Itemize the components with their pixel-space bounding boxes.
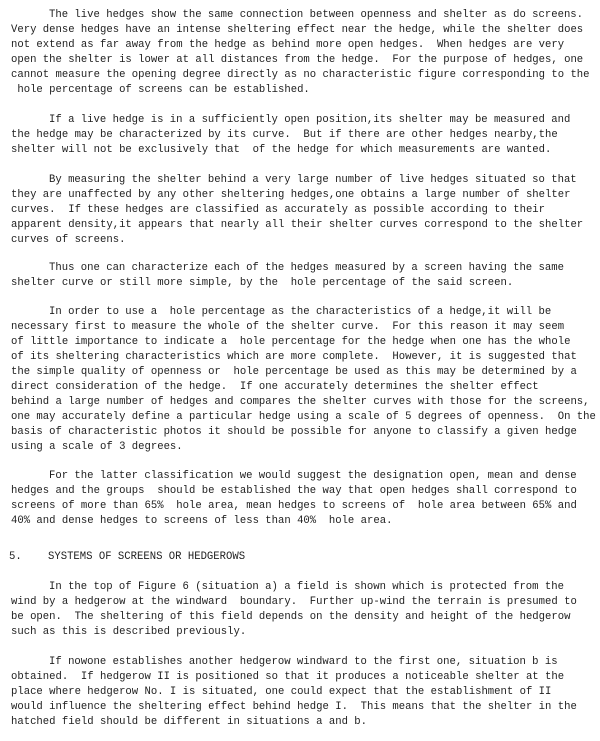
text-line: be open. The sheltering of this field depends on the density and height of the hedgerow (11, 611, 571, 623)
paragraph (11, 580, 596, 640)
text-line: For the latter classification we would suggest the designation open, mean and dense (49, 470, 577, 482)
text-line: curves of screens. (11, 234, 126, 246)
text-line: cannot measure the opening degree directly as no characteristic figure corresponding to the (11, 69, 590, 81)
text-line: necessary first to measure the whole of the shelter curve. For this reason it may seem (11, 321, 565, 333)
text-line: basis of characteristic photos it should be possible for anyone to classify a given hedge (11, 426, 577, 438)
paragraph (11, 173, 596, 248)
section-heading (9, 550, 245, 565)
text-line: of its sheltering characteristics which are more complete. However, it is suggested that (11, 351, 577, 363)
paragraph (11, 261, 596, 291)
text-line: Very dense hedges have an intense sheltering effect near the hedge, while the shelter does (11, 24, 584, 36)
text-line: hatched field should be different in situations a and b. (11, 716, 368, 728)
text-line: not extend as far away from the hedge as behind more open hedges. When hedges are very (11, 39, 565, 51)
paragraph (11, 113, 596, 158)
paragraph (11, 305, 596, 455)
text-line: place where hedgerow No. I is situated, one could expect that the establishment of II (11, 686, 552, 698)
text-line: direct consideration of the hedge. If one accurately determines the shelter effect (11, 381, 539, 393)
text-line: of little importance to indicate a hole percentage for the hedge when one has the whole (11, 336, 571, 348)
text-line: screens of more than 65% hole area, mean hedges to screens of hole area between 65% and (11, 500, 577, 512)
text-line: shelter will not be exclusively that of the hedge for which measurements are wanted. (11, 144, 552, 156)
paragraph (11, 655, 596, 730)
text-line: In order to use a hole percentage as the characteristics of a hedge,it will be (49, 306, 552, 318)
section-number: 5. (9, 551, 22, 563)
text-line: open the shelter is lower at all distances from the hedge. For the purpose of hedges, one (11, 54, 584, 66)
text-line: using a scale of 3 degrees. (11, 441, 183, 453)
text-line: If nowone establishes another hedgerow windward to the first one, situation b is (49, 656, 558, 668)
paragraph (11, 469, 596, 529)
text-line: such as this is described previously. (11, 626, 247, 638)
text-line: the hedge may be characterized by its curve. But if there are other hedges nearby,the (11, 129, 558, 141)
paragraph (11, 8, 596, 98)
text-line: behind a large number of hedges and compares the shelter curves with those for the screens, (11, 396, 590, 408)
text-line: hole percentage of screens can be established. (11, 84, 310, 96)
text-line: the simple quality of openness or hole percentage be used as this may be determined by a (11, 366, 577, 378)
text-line: wind by a hedgerow at the windward boundary. Further up-wind the terrain is presumed to (11, 596, 577, 608)
text-line: apparent density,it appears that nearly all their shelter curves correspond to the shelter (11, 219, 584, 231)
text-line: The live hedges show the same connection between openness and shelter as do screens. (49, 9, 584, 21)
text-line: If a live hedge is in a sufficiently open position,its shelter may be measured and (49, 114, 571, 126)
text-line: they are unaffected by any other sheltering hedges,one obtains a large number of shelter (11, 189, 571, 201)
text-line: would influence the sheltering effect behind hedge I. This means that the shelter in the (11, 701, 577, 713)
text-line: In the top of Figure 6 (situation a) a field is shown which is protected from the (49, 581, 564, 593)
text-line: obtained. If hedgerow II is positioned so that it produces a noticeable shelter at the (11, 671, 565, 683)
text-line: one may accurately define a particular hedge using a scale of 5 degrees of openness. On the (11, 411, 596, 423)
text-line: By measuring the shelter behind a very large number of live hedges situated so that (49, 174, 577, 186)
text-line: shelter curve or still more simple, by the hole percentage of the said screen. (11, 277, 514, 289)
text-line: hedges and the groups should be established the way that open hedges shall correspond to (11, 485, 577, 497)
text-line: Thus one can characterize each of the hedges measured by a screen having the same (49, 262, 564, 274)
text-line: curves. If these hedges are classified as accurately as possible according to their (11, 204, 546, 216)
text-line: 40% and dense hedges to screens of less than 40% hole area. (11, 515, 393, 527)
section-title: SYSTEMS OF SCREENS OR HEDGEROWS (48, 551, 246, 563)
